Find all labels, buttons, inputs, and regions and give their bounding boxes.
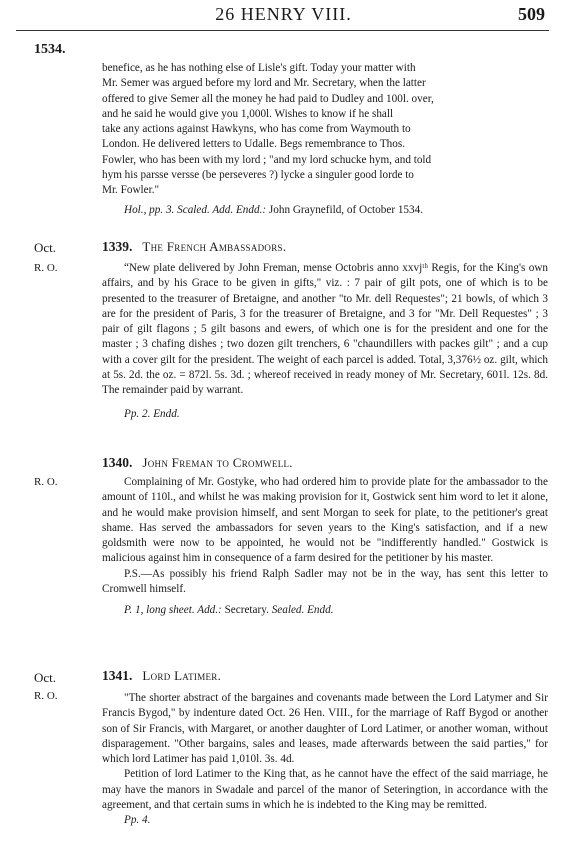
entry-body xyxy=(102,261,548,422)
margin-year: 1534. xyxy=(34,42,66,57)
entry-body xyxy=(102,691,548,829)
entry-footnote xyxy=(102,813,548,828)
margin-source: R. O. xyxy=(34,690,58,702)
footnote-normal: Secretary. xyxy=(221,604,272,617)
intro-line: Mr. Semer was argued before my lord and Mr. Secretary, when the latter xyxy=(102,77,426,90)
entry-heading xyxy=(102,668,542,684)
entry-number: 1340. xyxy=(102,455,133,470)
entry-title: Lord Latimer. xyxy=(142,668,222,683)
intro-line: hym his parsse versse (be perseveres ?) lycke a singuler good lorde to xyxy=(102,169,414,182)
intro-block xyxy=(102,61,548,218)
entry-number: 1341. xyxy=(102,668,133,683)
margin-source: R. O. xyxy=(34,476,58,488)
footnote-italic: P. 1, long sheet. Add.: xyxy=(124,604,222,617)
intro-line: Mr. Fowler." xyxy=(102,184,160,197)
margin-month: Oct. xyxy=(34,240,57,255)
running-title: 26 HENRY VIII. xyxy=(215,4,352,24)
intro-line: offered to give Semer all the money he had paid to Dudley and 100l. over, xyxy=(102,92,434,105)
entry-number: 1339. xyxy=(102,239,133,254)
intro-line: London. He delivered letters to Udalle. Begs remembrance to Thos. xyxy=(102,138,406,151)
entry-footnote xyxy=(102,407,548,422)
entry-paragraph: Complaining of Mr. Gostyke, who had ordered him to provide plate for the ambassador to the amount of 110l., and whilst he was making provision for it, Gostwick sent him word to let it alone, and he would make provision himself, and sent Morgan to seek for plate, to the petitioner's great shame. Has served the ambassadors for seven years to the King's satisfaction, and if a new goldsmith were now to be appointed, he would not be "indifferently handled." Gostwick is malicious against him in consequence of a farm desired for the petitioner by his master. xyxy=(102,476,548,565)
page-header xyxy=(0,4,567,26)
intro-line: take any actions against Hawkyns, who has come from Waymouth to xyxy=(102,123,411,136)
intro-line: benefice, as he has nothing else of Lisle's gift. Today your matter with xyxy=(102,62,416,74)
entry-footnote xyxy=(102,603,548,618)
intro-line: Fowler, who has been with my lord ; "and my lord schucke hym, and told xyxy=(102,153,432,166)
entry-title: The French Ambassadors. xyxy=(142,239,287,254)
margin-month: Oct. xyxy=(34,670,57,685)
footnote-normal: John Graynefild, of October 1534. xyxy=(266,203,424,216)
entry-paragraph: “New plate delivered by John Freman, mense Octobris anno xxvjᵗʰ Regis, for the King's own affairs, and by his Grace to be given in gifts," viz. : 7 pair of gilt pots, one of which is to be presented to the treasurer of Bretaigne, and another "to Mr. dell Requestes"; 21 bowls, of which 3 are for the president of Paris, 3 for the treasurer of Bretaigne, and 3 for "Mr. Dell Requestes" ; 3 pair of gilt flagons ; 5 gilt basons and ewers, of which one is for the president and one for the master ; 3 chafing dishes ; two dozen gilt trenchers, 6 "chaundillers with packes gilt" ; and a cup with a cover gilt for the president. The weight of each parcel is added. Total, 3,376½ oz. gilt, which at 5s. 2d. the oz. = 872l. 5s. 3d. ; whereof received in ready money of Mr. Secretary, 601l. 12s. 8d. The remainder paid by warrant. xyxy=(102,262,548,397)
footnote-italic: Pp. 2. Endd. xyxy=(124,407,180,420)
margin-source: R. O. xyxy=(34,262,58,274)
entry-paragraph: Petition of lord Latimer to the King that, as he cannot have the effect of the said marriage, he may have the manors in Swadale and parcel of the manor of Seteringtion, in accordance with the agreement, and that certain sums in which he is indebted to the King may be remitted. xyxy=(102,768,548,812)
footnote-italic: Pp. 4. xyxy=(124,814,151,827)
intro-footnote xyxy=(102,203,548,218)
page-number: 509 xyxy=(518,4,545,24)
entry-heading xyxy=(102,455,542,471)
header-rule xyxy=(16,30,549,31)
entry-body xyxy=(102,475,548,619)
entry-paragraph: P.S.—As possibly his friend Ralph Sadler may not be in the way, has sent this letter to Cromwell himself. xyxy=(102,567,548,596)
intro-line: and he said he would give you 1,000l. Wishes to know if he shall xyxy=(102,107,394,120)
footnote-italic: Hol., pp. 3. Scaled. Add. Endd.: xyxy=(124,203,267,216)
entry-paragraph: "The shorter abstract of the bargaines and covenants made between the Lord Latymer and Sir Francis Bygod," by indenture dated Oct. 26 Hen. VIII., for the marriage of Raff Bygod or another son of Sir Francis, with Margaret, or another daughter of Lord Latimer, or another woman, without disparagement. "Other bargains, sales and leases, made afterwards between the said parties," for which lord Latimer has paid 1,010l. 3s. 4d. xyxy=(102,692,548,766)
entry-heading xyxy=(102,239,542,255)
footnote-italic: Sealed. Endd. xyxy=(271,604,334,617)
intro-lines xyxy=(102,61,548,199)
entry-title: John Freman to Cromwell. xyxy=(142,455,293,470)
